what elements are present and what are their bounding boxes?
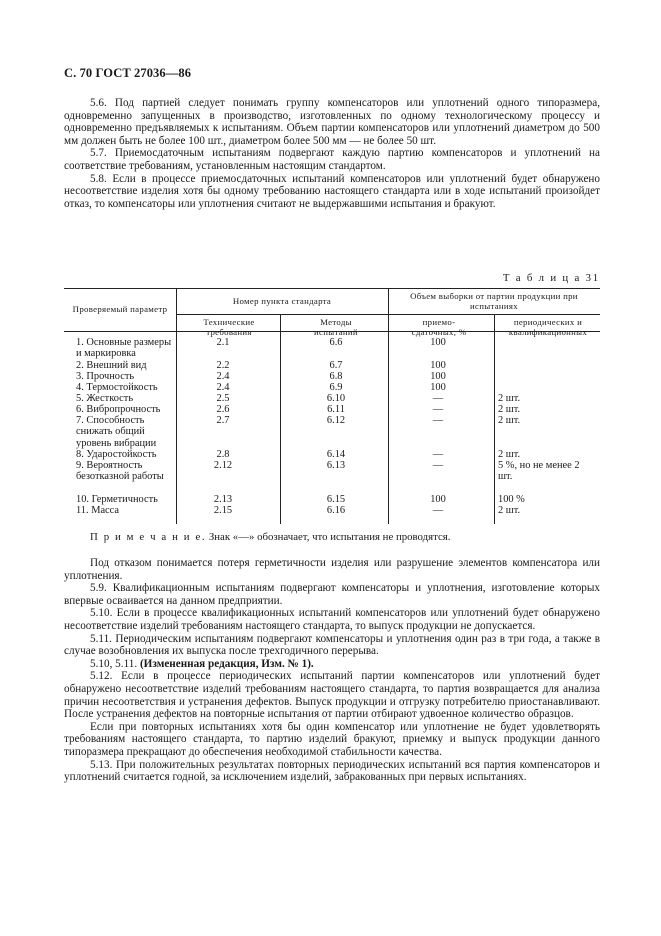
cell-param: 8. Ударостойкость bbox=[76, 449, 157, 460]
cell-accept: 100 bbox=[430, 371, 446, 382]
cell-method: 6.15 bbox=[326, 494, 346, 505]
cell-method: 6.8 bbox=[329, 371, 343, 382]
paragraph-5-13: 5.13. При положительных результатах повторных периодических испытаний вся партия компенсаторов и уплотнений считается годной, за исключением изделий, забракованных при первых испытаниях. bbox=[64, 758, 600, 784]
table-note bbox=[90, 531, 450, 544]
note-label: П р и м е ч а н и е. bbox=[90, 531, 207, 543]
cell-periodic: 100 % bbox=[498, 494, 525, 505]
paragraph-5-12: 5.12. Если в процессе периодических испытаний партии компенсаторов или уплотнений будет обнаружено несоответствие изделий требованиям настоящего стандарта, то партия возвращается для анализа причин несоответствия и устранения дефектов. Выпуск продукции и отгрузку потребителю приостанавливают. После устранения дефектов на повторные испытания от партии отбирают удвоенное количество образцов. bbox=[64, 670, 600, 721]
header-param: Проверяемый параметр bbox=[72, 304, 168, 314]
cell-param: 9. Вероятность безотказной работы bbox=[76, 460, 164, 483]
cell-method: 6.6 bbox=[329, 337, 343, 348]
cell-accept: — bbox=[432, 449, 444, 460]
table-col-divider-1 bbox=[176, 288, 177, 524]
cell-method: 6.9 bbox=[329, 382, 343, 393]
table-col-divider-2 bbox=[280, 314, 281, 524]
cell-periodic: 2 шт. bbox=[498, 404, 521, 415]
paragraph-5-7: 5.7. Приемосдаточным испытаниям подвергают каждую партию компенсаторов и уплотнений на соответствие требованиям, установленным настоящим стандартом. bbox=[64, 147, 600, 172]
cell-param: 5. Жесткость bbox=[76, 393, 134, 404]
cell-tech: 2.6 bbox=[216, 404, 230, 415]
cell-method: 6.12 bbox=[326, 415, 346, 426]
cell-periodic: 2 шт. bbox=[498, 505, 521, 516]
inspection-table bbox=[64, 288, 600, 524]
cell-tech: 2.4 bbox=[216, 371, 230, 382]
cell-accept: 100 bbox=[430, 494, 446, 505]
cell-accept: — bbox=[432, 505, 444, 516]
amendment-note bbox=[64, 658, 600, 671]
cell-method: 6.7 bbox=[329, 360, 343, 371]
header-tech-req: Технические требования bbox=[203, 317, 255, 337]
paragraph-5-8: 5.8. Если в процессе приемосдаточных испытаний компенсаторов или уплотнений будет обнаружено несоответствие изделия хотя бы одному требованию настоящего стандарта или в ходе испытаний произойдет отказ, то компенсаторы или уплотнения считают не выдержавшими испытания и бракуют. bbox=[64, 172, 600, 210]
cell-tech: 2.1 bbox=[216, 337, 230, 348]
cell-periodic: 2 шт. bbox=[498, 393, 521, 404]
cell-tech: 2.12 bbox=[213, 460, 233, 471]
cell-param: 7. Способность снижать общий уровень вибрации bbox=[76, 415, 157, 449]
table-col-divider-3 bbox=[388, 288, 389, 524]
cell-periodic: 2 шт. bbox=[498, 415, 521, 426]
note-text: Знак «—» обозначает, что испытания не проводятся. bbox=[208, 531, 451, 543]
paragraph-repeat-tests: Если при повторных испытаниях хотя бы один компенсатор или уплотнение не будет удовлетворять требованиям настоящего стандарта, то партию изделий бракуют, приемку и выпуск продукции данного типоразмера прекращают до обеспечения необходимой стабильности качества. bbox=[64, 720, 600, 758]
cell-accept: 100 bbox=[430, 382, 446, 393]
cell-tech: 2.5 bbox=[216, 393, 230, 404]
cell-method: 6.14 bbox=[326, 449, 346, 460]
cell-periodic: 2 шт. bbox=[498, 449, 521, 460]
cell-accept: — bbox=[432, 415, 444, 426]
top-text-block bbox=[64, 97, 600, 210]
cell-accept: — bbox=[432, 460, 444, 471]
bottom-text-block bbox=[64, 557, 600, 784]
header-acceptance: приемо-сдаточных, % bbox=[411, 317, 467, 337]
cell-param: 2. Внешний вид bbox=[76, 360, 147, 371]
paragraph-5-9: 5.9. Квалификационным испытаниям подвергают компенсаторы и уплотнения, изготовление которых впервые осваивается на данном предприятии. bbox=[64, 582, 600, 607]
header-clause-group: Номер пункта стандарта bbox=[232, 296, 332, 306]
cell-method: 6.11 bbox=[327, 404, 345, 415]
cell-param: 11. Масса bbox=[76, 505, 120, 516]
header-methods: Методы испытаний bbox=[314, 317, 358, 337]
header-sample-group: Объем выборки от партии продукции при испытаниях bbox=[410, 291, 578, 311]
paragraph-5-11: 5.11. Периодическим испытаниям подвергают компенсаторы и уплотнения один раз в три года, а также в случае возобновления их выпуска после трехгодичного перерыва. bbox=[64, 632, 600, 658]
cell-tech: 2.4 bbox=[216, 382, 230, 393]
header-periodic: периодических и квалификационных bbox=[508, 317, 588, 337]
cell-accept: 100 bbox=[430, 337, 446, 348]
paragraph-failure-definition: Под отказом понимается потеря герметичности изделия или разрушение элементов компенсатора или уплотнения. bbox=[64, 557, 600, 582]
amendment-text: (Измененная редакция, Изм. № 1). bbox=[139, 657, 314, 670]
table-col-divider-4 bbox=[494, 314, 495, 524]
cell-param: 6. Вибропрочность bbox=[76, 404, 161, 415]
cell-accept: — bbox=[432, 404, 444, 415]
paragraph-5-6: 5.6. Под партией следует понимать группу компенсаторов или уплотнений одного типоразмера, одновременно запущенных в производство, изготовленных по одному технологическому процессу и одновременно предъявляемых к испытаниям. Объем партии компенсаторов или уплотнений диаметром до 500 мм должен быть не более 100 шт., диаметром более 500 мм — не более 50 шт. bbox=[64, 97, 600, 147]
cell-tech: 2.8 bbox=[216, 449, 230, 460]
cell-tech: 2.15 bbox=[213, 505, 233, 516]
cell-tech: 2.13 bbox=[213, 494, 233, 505]
cell-tech: 2.7 bbox=[216, 415, 230, 426]
cell-param: 3. Прочность bbox=[76, 371, 135, 382]
cell-periodic: 5 %, но не менее 2 шт. bbox=[498, 460, 580, 483]
cell-tech: 2.2 bbox=[216, 360, 230, 371]
cell-method: 6.13 bbox=[326, 460, 346, 471]
cell-param: 4. Термостойкость bbox=[76, 382, 158, 393]
cell-method: 6.10 bbox=[326, 393, 346, 404]
paragraph-5-10: 5.10. Если в процессе квалификационных испытаний компенсаторов или уплотнений будет обнаружено несоответствие изделий требованиям настоящего стандарта, то выпуск продукции не допускается. bbox=[64, 607, 600, 632]
table-caption: Т а б л и ц а 31 bbox=[502, 272, 600, 284]
amendment-prefix: 5.10, 5.11. bbox=[90, 657, 138, 670]
cell-accept: 100 bbox=[430, 360, 446, 371]
table-top-border bbox=[64, 288, 600, 289]
cell-accept: — bbox=[432, 393, 444, 404]
cell-param: 10. Герметичность bbox=[76, 494, 158, 505]
cell-param: 1. Основные размеры и маркировка bbox=[76, 337, 172, 360]
cell-method: 6.16 bbox=[326, 505, 346, 516]
page-header: С. 70 ГОСТ 27036—86 bbox=[64, 66, 192, 80]
